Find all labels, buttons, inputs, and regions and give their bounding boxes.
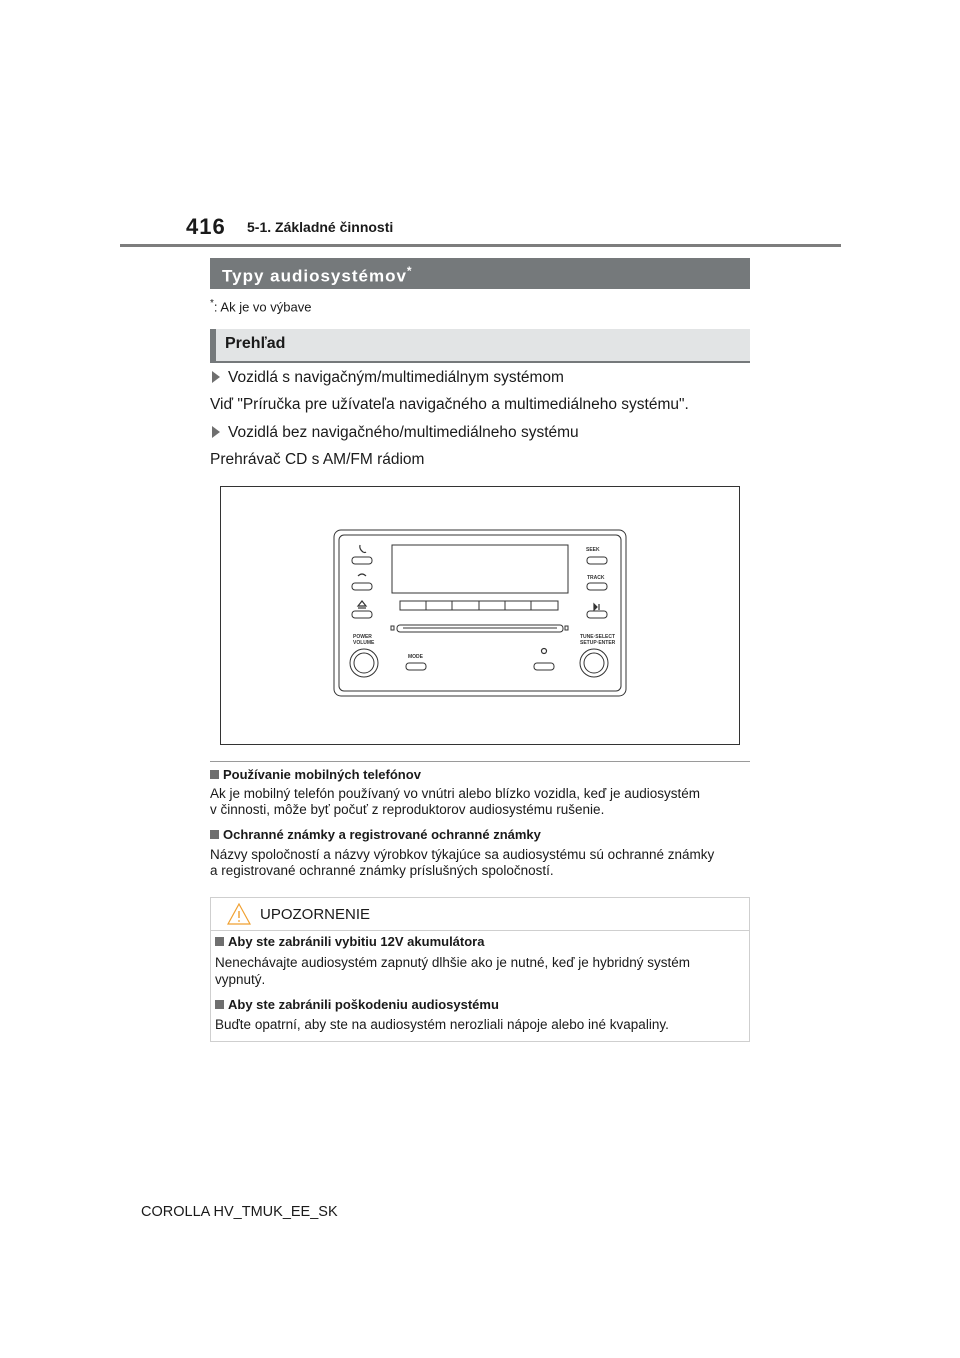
title-mark: *	[406, 264, 413, 278]
body-text: Prehrávač CD s AM/FM rádiom	[210, 451, 425, 468]
warning-header	[211, 898, 749, 931]
note-heading-text: Ochranné známky a registrované ochranné známky	[223, 827, 541, 842]
triangle-bullet-icon	[212, 426, 220, 438]
header-rule	[120, 244, 841, 247]
note-text	[210, 786, 750, 818]
page-number: 416	[186, 214, 226, 239]
subheading-bar	[210, 329, 216, 361]
page-title: Typy audiosystémov	[222, 266, 407, 286]
warning-line: Buďte opatrní, aby ste na audiosystém nerozliali nápoje alebo iné kvapaliny.	[215, 1017, 669, 1032]
audio-unit-figure	[220, 486, 740, 745]
bullet-text: Vozidlá bez navigačného/multimediálneho systému	[228, 424, 579, 441]
volume-label: VOLUME	[353, 640, 375, 646]
note-line: a registrované ochranné známky príslušných spoločností.	[210, 863, 554, 878]
footnote	[210, 298, 311, 314]
power-label: POWER	[353, 634, 372, 640]
tune-select-label: TUNE·SELECT	[580, 634, 615, 640]
footer-model-code: COROLLA HV_TMUK_EE_SK	[141, 1204, 338, 1220]
note-heading-text: Používanie mobilných telefónov	[223, 767, 421, 782]
title-bar	[210, 258, 750, 289]
subheading-text: Prehľad	[225, 335, 286, 352]
bullet-item	[212, 424, 579, 442]
note-heading	[210, 827, 541, 842]
square-bullet-icon	[215, 1000, 224, 1009]
setup-enter-label: SETUP·ENTER	[580, 640, 616, 646]
warning-box	[210, 897, 750, 1042]
triangle-bullet-icon	[212, 371, 220, 383]
square-bullet-icon	[215, 937, 224, 946]
square-bullet-icon	[210, 830, 219, 839]
subheading	[210, 329, 750, 363]
square-bullet-icon	[210, 770, 219, 779]
warning-triangle-icon	[227, 903, 251, 925]
track-label: TRACK	[587, 575, 605, 581]
mode-label: MODE	[408, 654, 423, 660]
warning-text	[215, 954, 735, 988]
warning-line: Nenechávajte audiosystém zapnutý dlhšie ako je nutné, keď je hybridný systém	[215, 955, 691, 970]
warning-line: vypnutý.	[215, 972, 266, 987]
bullet-text: Vozidlá s navigačným/multimediálnym systémom	[228, 369, 564, 386]
footnote-text: : Ak je vo výbave	[213, 299, 312, 315]
warning-text	[215, 1016, 735, 1033]
footnote-mark: *	[210, 298, 214, 309]
seek-label: SEEK	[586, 547, 600, 553]
note-heading	[210, 767, 421, 782]
audio-unit-illustration	[221, 487, 739, 744]
warning-heading-text: Aby ste zabránili vybitiu 12V akumulátora	[228, 934, 485, 949]
warning-heading	[215, 997, 499, 1012]
note-line: Názvy spoločností a názvy výrobkov týkajúce sa audiosystému sú ochranné známky	[210, 847, 715, 862]
note-line: Ak je mobilný telefón používaný vo vnútri alebo blízko vozidla, keď je audiosystém	[210, 786, 701, 801]
bullet-item	[212, 369, 564, 387]
note-text	[210, 847, 750, 879]
warning-heading-text: Aby ste zabránili poškodeniu audiosystému	[228, 997, 499, 1012]
note-line: v činnosti, môže byť počuť z reproduktorov audiosystému rušenie.	[210, 802, 605, 817]
warning-title: UPOZORNENIE	[260, 906, 371, 923]
section-label: 5-1. Základné činnosti	[247, 219, 394, 235]
body-text: Viď "Príručka pre užívateľa navigačného a multimediálneho systému".	[210, 396, 689, 413]
notes-divider	[210, 761, 750, 762]
warning-heading	[215, 934, 484, 949]
